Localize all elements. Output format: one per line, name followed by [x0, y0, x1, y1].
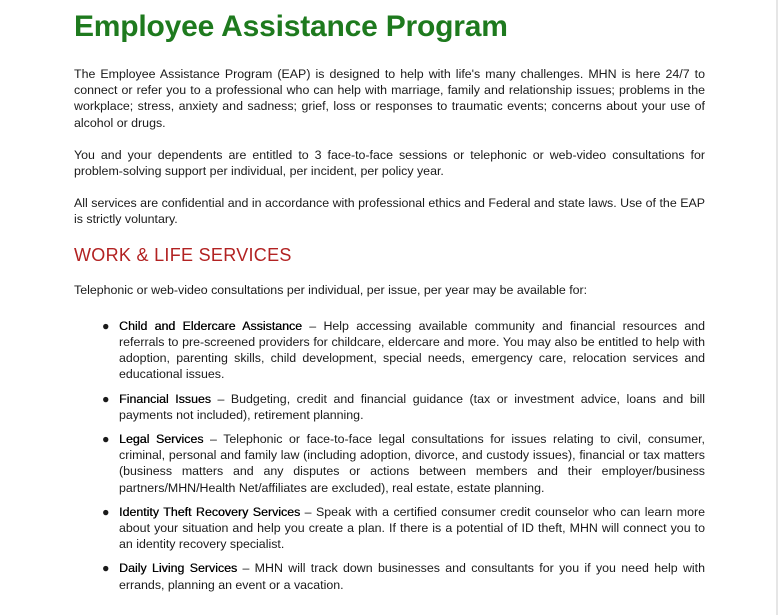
bullet-icon: ●: [102, 561, 110, 576]
service-description: – Budgeting, credit and financial guidance (tax or investment advice, loans and bill payments not included), retirement planning.: [119, 391, 705, 422]
bullet-icon: ●: [102, 391, 110, 406]
list-item: [74, 560, 705, 592]
document-body: [74, 66, 705, 601]
service-name: Financial Issues: [119, 391, 211, 406]
services-list: [74, 318, 705, 593]
service-description: – Speak with a certified consumer credit counselor who can learn more about your situation and help you create a plan. If there is a potential of ID theft, MHN will connect you to an identity recovery specialist.: [119, 504, 706, 552]
bullet-icon: ●: [102, 318, 110, 333]
section-intro: Telephonic or web-video consultations per individual, per issue, per year may be available for:: [74, 282, 588, 297]
service-name: Daily Living Services: [119, 561, 238, 576]
service-description: – Telephonic or face-to-face legal consultations for issues relating to civil, consumer, criminal, personal and family law (including adoption, divorce, and custody issues), financial or tax matters (business matters and any disputes or actions between members and their employer/business partners/MHN/Health Net/affiliates are excluded), real estate, estate planning.: [119, 432, 705, 495]
service-name: Child and Eldercare Assistance: [119, 318, 302, 333]
page-title: Employee Assistance Program: [74, 10, 508, 43]
paragraph-sessions-entitlement: You and your dependents are entitled to 3 face-to-face sessions or telephonic or web-video consultations for problem-solving support per individual, per incident, per policy year.: [74, 147, 705, 179]
paragraph-eap-overview: The Employee Assistance Program (EAP) is designed to help with life's many challenges. MHN is here 24/7 to connect or refer you to a professional who can help with marriage, family and relationship issues; problems in the workplace; stress, anxiety and sadness; grief, loss or responses to traumatic events; concerns about your use of alcohol or drugs.: [74, 67, 705, 130]
bullet-icon: ●: [102, 432, 110, 447]
list-item: [74, 431, 705, 496]
paragraph-confidentiality: All services are confidential and in accordance with professional ethics and Federal and state laws. Use of the EAP is strictly voluntary.: [74, 196, 705, 227]
service-name: Legal Services: [119, 432, 204, 447]
bullet-icon: ●: [102, 504, 110, 519]
service-description: – MHN will track down businesses and consultants for you if you need help with errands, planning an event or a vacation.: [119, 561, 705, 592]
list-item: [74, 391, 705, 423]
list-item: [74, 318, 705, 383]
service-name: Identity Theft Recovery Services: [119, 504, 301, 519]
service-description: – Help accessing available community and financial resources and referrals to pre-screened providers for childcare, eldercare and more. You may also be entitled to help with adoption, parenting skills, child development, special needs, emergency care, relocation services and educational issues.: [119, 318, 705, 382]
section-heading: WORK & LIFE SERVICES: [74, 244, 292, 265]
list-item: [74, 504, 705, 553]
